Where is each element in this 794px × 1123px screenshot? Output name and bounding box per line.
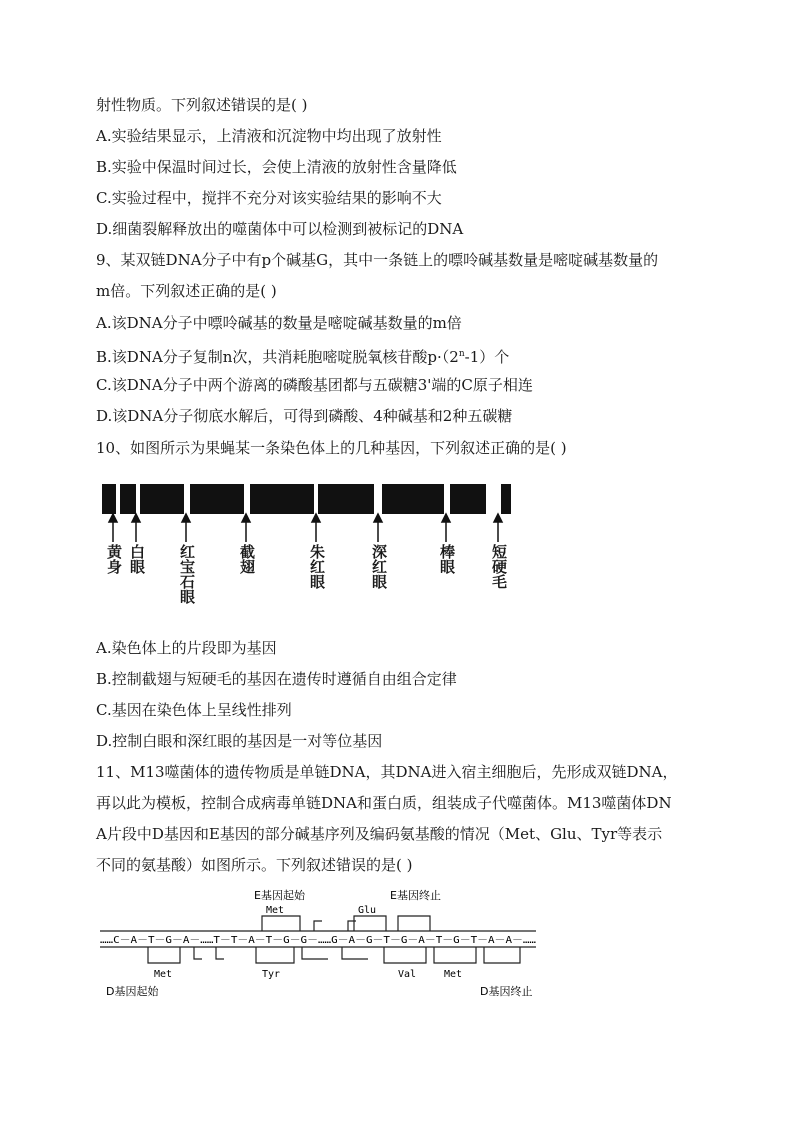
question-11-stem-2: 再以此为模板，控制合成病毒单链DNA和蛋白质，组装成子代噬菌体。M13噬菌体DN [96,794,672,812]
q10-option-b: B.控制截翅与短硬毛的基因在遗传时遵循自由组合定律 [96,670,457,688]
chromosome-band [382,484,444,514]
chromosome-band [450,484,486,514]
gene-label-garnet-eye: 深红眼 [370,544,388,589]
codon-bracket-bottom [256,947,294,963]
codon-bracket-top [398,916,430,931]
codon-bracket-bottom [216,947,224,959]
chromosome-svg [96,482,526,542]
q9-option-b [96,344,706,367]
codon-bracket-top [354,916,386,931]
chromosome-band [190,484,244,514]
question-11-stem: 11、M13噬菌体的遗传物质是单链DNA，其DNA进入宿主细胞后，先形成双链DNA， [96,763,678,781]
codon-bracket-top [314,921,322,931]
q10-option-a: A.染色体上的片段即为基因 [96,639,277,657]
question-11-stem-3: A片段中D基因和E基因的部分碱基序列及编码氨基酸的情况（Met、Glu、Tyr等表示 [96,825,663,843]
gene-label-vermilion-eye: 朱红眼 [308,544,326,589]
question-10-stem: 10、如图所示为果蝇某一条染色体上的几种基因，下列叙述正确的是( ) [96,439,567,457]
q9-option-d: D.该DNA分子彻底水解后，可得到磷酸、4种碱基和2种五碳糖 [96,407,513,425]
e-gene-start-label: E基因起始 [254,889,305,902]
codon-bracket-bottom [384,947,426,963]
amino-acid-val: Val [398,969,417,980]
e-gene-end-label: E基因终止 [390,889,441,902]
gene-label-ruby-eye: 红宝石眼 [178,544,196,604]
amino-acid-glu: Glu [358,905,377,916]
q10-option-d: D.控制白眼和深红眼的基因是一对等位基因 [96,732,383,750]
chromosome-figure [96,482,526,622]
sequence-svg [96,883,546,1003]
option-a: A.实验结果显示，上清液和沉淀物中均出现了放射性 [96,127,442,145]
q9-option-c: C.该DNA分子中两个游离的磷酸基团都与五碳糖3'端的C原子相连 [96,376,533,394]
question-11-stem-4: 不同的氨基酸）如图所示。下列叙述错误的是( ) [96,856,413,874]
gene-label-bar-eye: 棒眼 [438,544,456,574]
q9-option-b-exponent: n [458,349,465,359]
amino-acid-tyr: Tyr [262,969,281,980]
chromosome-band [120,484,136,514]
chromosome-band [318,484,374,514]
chromosome-band [501,484,511,514]
q9-option-b-tail: -1）个 [464,348,510,366]
option-d: D.细菌裂解释放出的噬菌体中可以检测到被标记的DNA [96,220,464,238]
question-9-stem-cont: m倍。下列叙述正确的是( ) [96,282,277,300]
amino-acid-met-bottom-2: Met [444,969,463,980]
gene-label-cut-wing: 截翅 [238,544,256,574]
dna-sequence: ……C－A－T－G－A－……T－T－A－T－G－G－……G－A－G－T－G－A－T－G－T－A－A－…… [100,935,537,946]
codon-bracket-bottom [302,947,328,959]
question-9-stem: 9、某双链DNA分子中有p个碱基G，其中一条链上的嘌呤碱基数量是嘧啶碱基数量的 [96,251,659,269]
codon-bracket-bottom [148,947,180,963]
gene-label-short-bristle: 短硬毛 [490,544,508,589]
q9-option-b-text: B.该DNA分子复制n次，共消耗胞嘧啶脱氧核苷酸p·（2 [96,348,459,366]
d-gene-end-label: D基因终止 [480,985,533,998]
codon-bracket-bottom [484,947,520,963]
gene-label-yellow-body: 黄身 [105,544,123,574]
codon-bracket-top [348,921,356,931]
gene-label-white-eye: 白眼 [128,544,146,574]
amino-acid-met-top: Met [266,905,285,916]
q10-option-c: C.基因在染色体上呈线性排列 [96,701,292,719]
codon-bracket-bottom [194,947,202,959]
chromosome-band [140,484,184,514]
chromosome-band [250,484,314,514]
text-line: 射性物质。下列叙述错误的是( ) [96,96,308,114]
sequence-figure [96,883,546,1003]
d-gene-start-label: D基因起始 [106,985,159,998]
option-b: B.实验中保温时间过长，会使上清液的放射性含量降低 [96,158,457,176]
chromosome-band [102,484,116,514]
codon-bracket-bottom [342,947,368,959]
codon-bracket-bottom [434,947,476,963]
option-c: C.实验过程中，搅拌不充分对该实验结果的影响不大 [96,189,442,207]
amino-acid-met-bottom-1: Met [154,969,173,980]
codon-bracket-top [262,916,300,931]
q9-option-a: A.该DNA分子中嘌呤碱基的数量是嘧啶碱基数量的m倍 [96,314,462,332]
